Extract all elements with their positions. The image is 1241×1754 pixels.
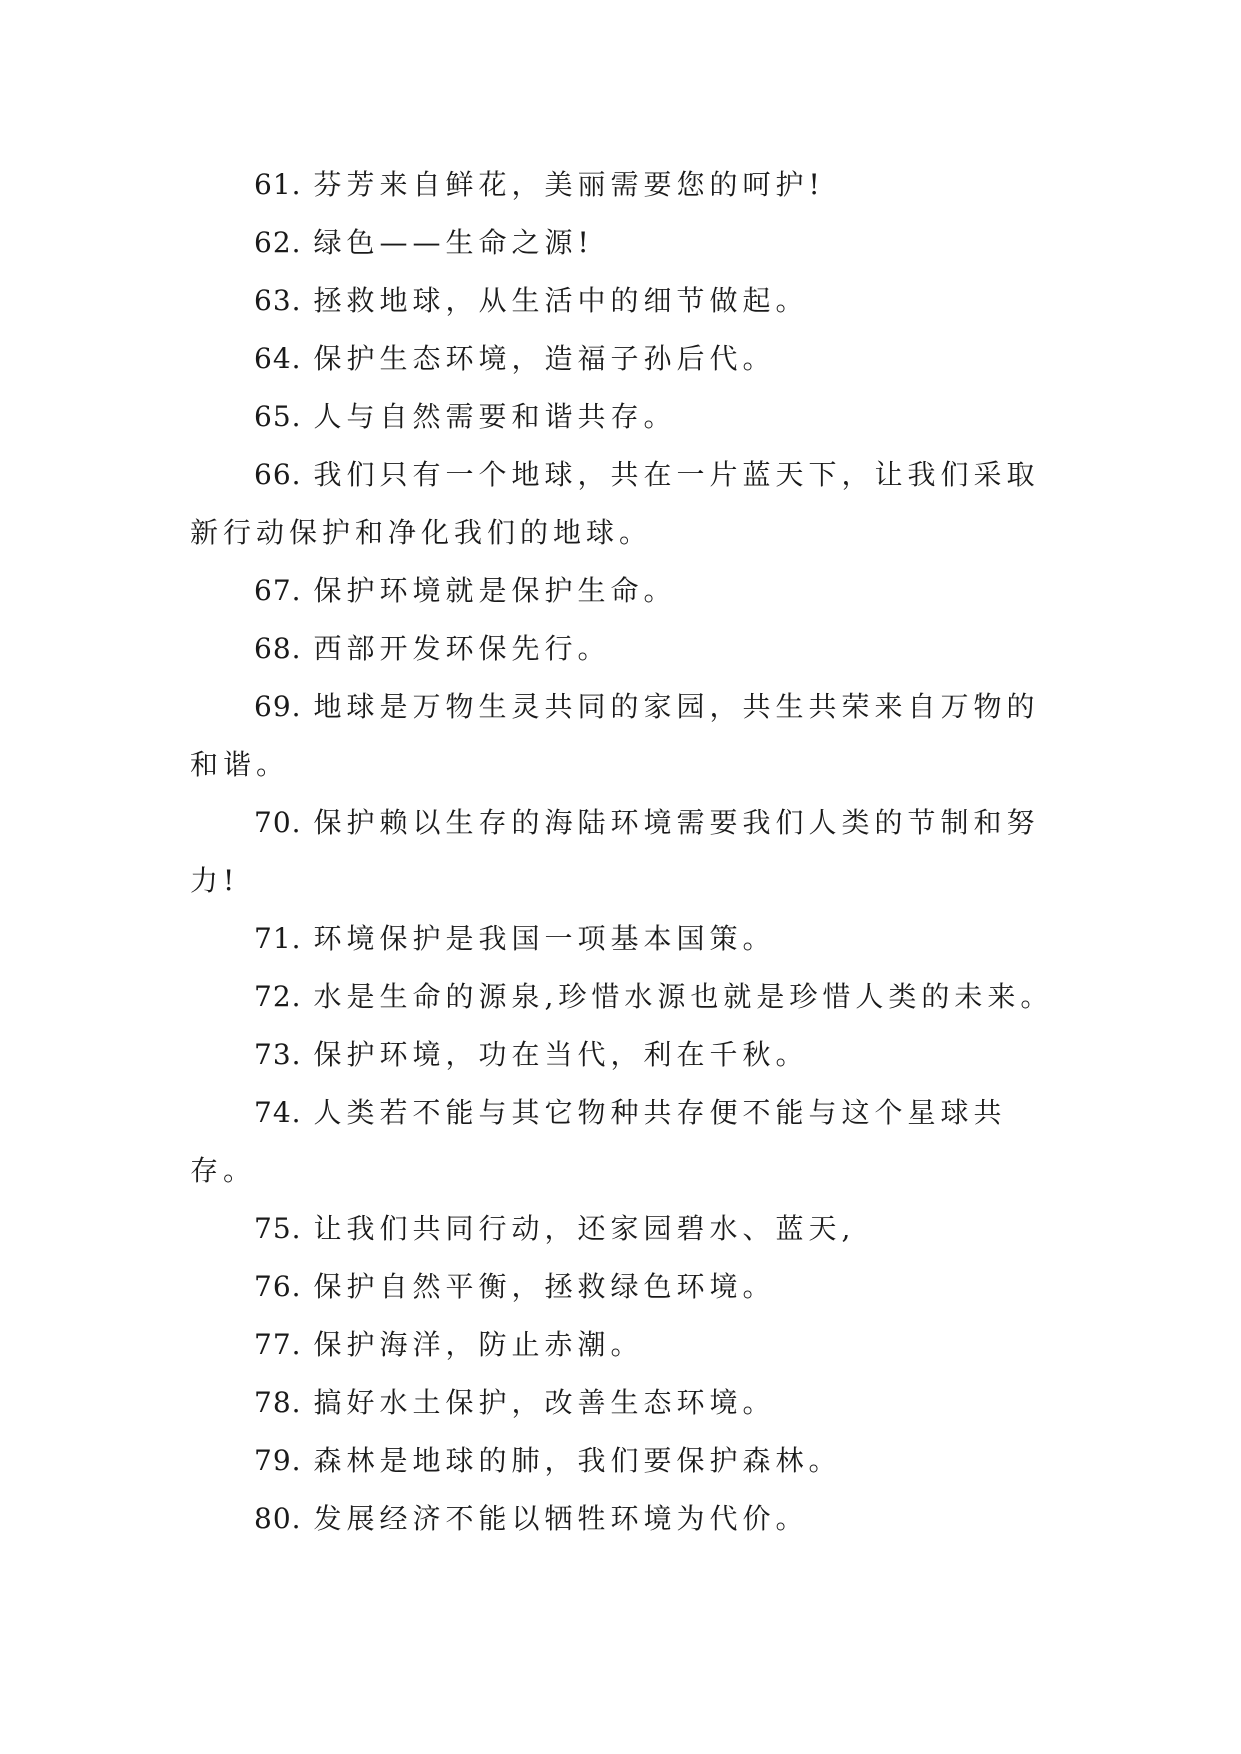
item-number: 61. xyxy=(254,168,302,201)
item-text: 地球是万物生灵共同的家园，共生共荣来自万物的和谐。 xyxy=(190,690,1040,781)
list-item xyxy=(190,678,1058,794)
item-number: 71. xyxy=(254,922,302,955)
item-text: 搞好水土保护，改善生态环境。 xyxy=(313,1386,776,1419)
item-text: 发展经济不能以牺牲环境为代价。 xyxy=(313,1502,809,1535)
item-number: 69. xyxy=(254,690,302,723)
list-item xyxy=(190,272,1058,330)
item-text: 保护自然平衡，拯救绿色环境。 xyxy=(313,1270,776,1303)
list-item xyxy=(190,1374,1058,1432)
item-number: 66. xyxy=(254,458,302,491)
item-text: 保护环境，功在当代，利在千秋。 xyxy=(313,1038,809,1071)
item-number: 74. xyxy=(254,1096,302,1129)
item-text: 拯救地球，从生活中的细节做起。 xyxy=(313,284,809,317)
item-number: 78. xyxy=(254,1386,302,1419)
list-item xyxy=(190,330,1058,388)
list-item xyxy=(190,968,1058,1026)
item-number: 73. xyxy=(254,1038,302,1071)
item-number: 70. xyxy=(254,806,302,839)
item-number: 64. xyxy=(254,342,302,375)
list-item xyxy=(190,446,1058,562)
item-text: 我们只有一个地球，共在一片蓝天下，让我们采取新行动保护和净化我们的地球。 xyxy=(190,458,1040,549)
list-item xyxy=(190,620,1058,678)
list-item xyxy=(190,388,1058,446)
item-number: 65. xyxy=(254,400,302,433)
item-text: 保护海洋，防止赤潮。 xyxy=(313,1328,644,1361)
list-item xyxy=(190,1316,1058,1374)
list-item xyxy=(190,1200,1058,1258)
list-item xyxy=(190,156,1058,214)
item-text: 环境保护是我国一项基本国策。 xyxy=(313,922,776,955)
item-text: 保护赖以生存的海陆环境需要我们人类的节制和努力! xyxy=(190,806,1040,897)
item-number: 76. xyxy=(254,1270,302,1303)
item-number: 75. xyxy=(254,1212,302,1245)
item-number: 62. xyxy=(254,226,302,259)
item-number: 67. xyxy=(254,574,302,607)
list-item xyxy=(190,1084,1058,1200)
item-text: 水是生命的源泉,珍惜水源也就是珍惜人类的未来。 xyxy=(313,980,1054,1013)
item-number: 63. xyxy=(254,284,302,317)
item-number: 72. xyxy=(254,980,302,1013)
list-item xyxy=(190,1026,1058,1084)
item-number: 68. xyxy=(254,632,302,665)
item-text: 人类若不能与其它物种共存便不能与这个星球共存。 xyxy=(190,1096,1007,1187)
item-text: 保护生态环境，造福子孙后代。 xyxy=(313,342,776,375)
item-text: 让我们共同行动，还家园碧水、蓝天, xyxy=(313,1212,856,1245)
item-text: 森林是地球的肺，我们要保护森林。 xyxy=(313,1444,842,1477)
list-item xyxy=(190,562,1058,620)
item-number: 77. xyxy=(254,1328,302,1361)
list-item xyxy=(190,1432,1058,1490)
list-item xyxy=(190,1490,1058,1548)
item-number: 79. xyxy=(254,1444,302,1477)
item-text: 绿色——生命之源! xyxy=(313,226,594,259)
slogan-list xyxy=(190,156,1058,1548)
list-item xyxy=(190,794,1058,910)
item-text: 芬芳来自鲜花，美丽需要您的呵护! xyxy=(313,168,825,201)
item-number: 80. xyxy=(254,1502,302,1535)
list-item xyxy=(190,910,1058,968)
item-text: 西部开发环保先行。 xyxy=(313,632,611,665)
list-item xyxy=(190,214,1058,272)
list-item xyxy=(190,1258,1058,1316)
item-text: 人与自然需要和谐共存。 xyxy=(313,400,677,433)
item-text: 保护环境就是保护生命。 xyxy=(313,574,677,607)
